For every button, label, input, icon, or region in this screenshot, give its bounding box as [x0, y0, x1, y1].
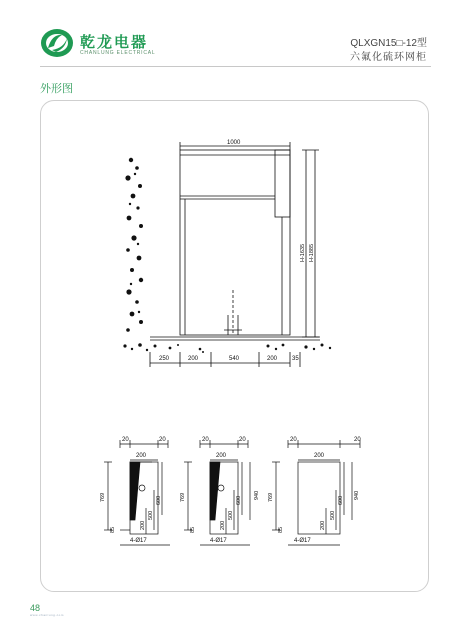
base-dim-3: 540: [229, 356, 240, 362]
height-dimension-2: H-1885: [309, 243, 315, 262]
detail-a-holes: 4-Ø17: [130, 538, 147, 544]
detail-b-dim-v2: 500: [228, 510, 234, 520]
base-dim-1: 250: [159, 356, 170, 362]
detail-b-dim-v4: 940: [254, 490, 260, 500]
detail-c-holes: 4-Ø17: [294, 538, 311, 544]
wall-hatch: [125, 158, 143, 332]
detail-a-dim-v3: 200: [140, 520, 146, 530]
detail-a-dim-left: 20: [122, 437, 129, 443]
detail-b-dim-left: 20: [202, 437, 209, 443]
section-title: 外形图: [40, 83, 73, 95]
detail-c-dim-right: 20: [354, 437, 361, 443]
detail-b-base: 85: [190, 526, 196, 533]
product-name: 六氟化硫环网柜: [350, 52, 427, 63]
base-dim-2: 200: [188, 356, 199, 362]
brand-name-english: CHANLUNG ELECTRICAL: [80, 50, 156, 56]
detail-b-dim-right: 20: [239, 437, 246, 443]
detail-c-dim-inner: 200: [314, 453, 325, 459]
detail-a-base: 85: [110, 526, 116, 533]
detail-b-dim-v1: 600: [236, 495, 242, 505]
detail-b-height: 769: [180, 492, 186, 502]
detail-a-dim-inner: 200: [136, 453, 147, 459]
detail-a-dim-right: 20: [159, 437, 166, 443]
brand-name: 乾龙电器: [80, 34, 149, 51]
detail-c-dim-v2: 500: [330, 510, 336, 520]
page-number: 48: [30, 603, 41, 613]
detail-a-dim-v2: 500: [148, 510, 154, 520]
detail-c-base: 85: [278, 526, 284, 533]
page-footer-text: www.chanlung.com: [30, 613, 64, 617]
base-dim-5: 35: [292, 356, 299, 362]
detail-c-dim-v4: 940: [354, 490, 360, 500]
width-dimension: 1000: [227, 140, 241, 146]
detail-c-dim-v1: 600: [338, 495, 344, 505]
detail-c-dim-left: 20: [290, 437, 297, 443]
detail-a-dim-v1: 600: [156, 495, 162, 505]
detail-b-dim-v3: 200: [220, 520, 226, 530]
detail-b-dim-inner: 200: [216, 453, 227, 459]
model-number: QLXGN15□-12型: [350, 38, 427, 49]
detail-c-height: 769: [268, 492, 274, 502]
floor-hatch: [123, 343, 331, 353]
detail-c-dim-v3: 200: [320, 520, 326, 530]
detail-a-height: 769: [100, 492, 106, 502]
base-dim-4: 200: [267, 356, 278, 362]
height-dimension-1: H-1635: [300, 243, 306, 262]
detail-b-holes: 4-Ø17: [210, 538, 227, 544]
